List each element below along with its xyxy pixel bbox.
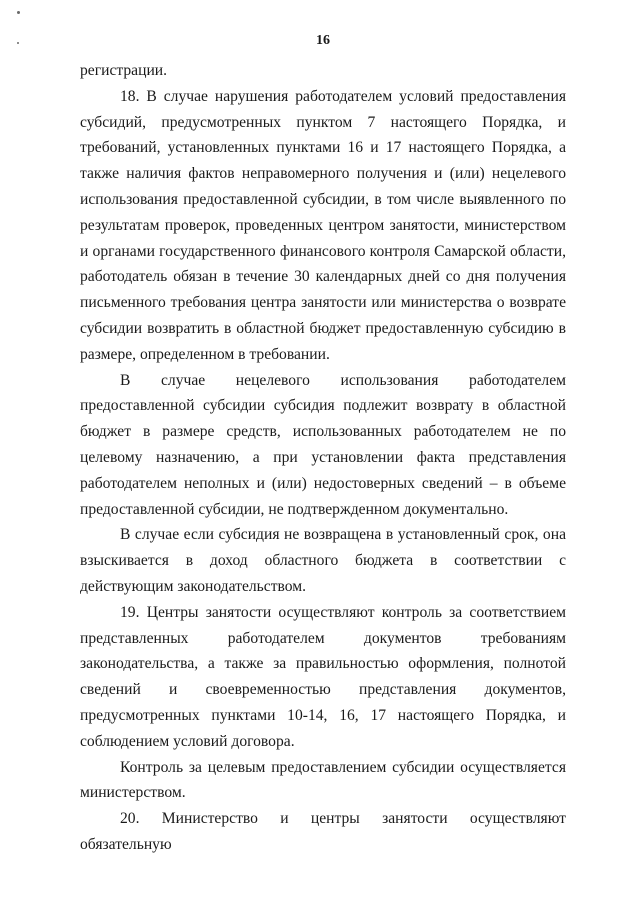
paragraph-item-20: 20. Министерство и центры занятости осуществляют обязательную	[80, 810, 566, 853]
paragraph-continuation: регистрации.	[80, 62, 168, 79]
paragraph-item-18: 18. В случае нарушения работодателем условий предоставления субсидий, предусмотренных пунктом 7 настоящего Порядка, и требований, установленных пунктами 16 и 17 настоящего Порядка, а также наличия фактов неправомерного получения и (или) нецелевого использования предоставленной субсидии, в том числе выявленного по результатам проверок, проведенных центром занятости, министерством и органами государственного финансового контроля Самарской области, работодатель обязан в течение 30 календарных дней со дня получения письменного требования центра занятости или министерства о возврате субсидии возвратить в областной бюджет предоставленную субсидию в размере, определенном в требовании.	[80, 87, 566, 363]
paragraph-item-19: 19. Центры занятости осуществляют контроль за соответствием представленных работодателем документов требованиям законодательства, а также за правильностью оформления, полнотой сведений и своевременностью представления документов, предусмотренных пунктами 10-14, 16, 17 настоящего Порядка, и соблюдением условий договора.	[80, 603, 566, 750]
scan-speck	[17, 11, 20, 14]
paragraph-misuse-refund: В случае нецелевого использования работодателем предоставленной субсидии субсидия подлежит возврату в областной бюджет в размере средств, использованных работодателем не по целевому назначению, а при установлении факта представления работодателем неполных и (или) недостоверных сведений – в объеме предоставленной субсидии, не подтвержденном документально.	[80, 371, 566, 518]
paragraph-recovery: В случае если субсидия не возвращена в установленный срок, она взыскивается в доход областного бюджета в соответствии с действующим законодательством.	[80, 526, 566, 595]
document-body	[80, 58, 566, 858]
paragraph-ministry-control: Контроль за целевым предоставлением субсидии осуществляется министерством.	[80, 758, 566, 802]
page-number: 16	[316, 33, 330, 48]
